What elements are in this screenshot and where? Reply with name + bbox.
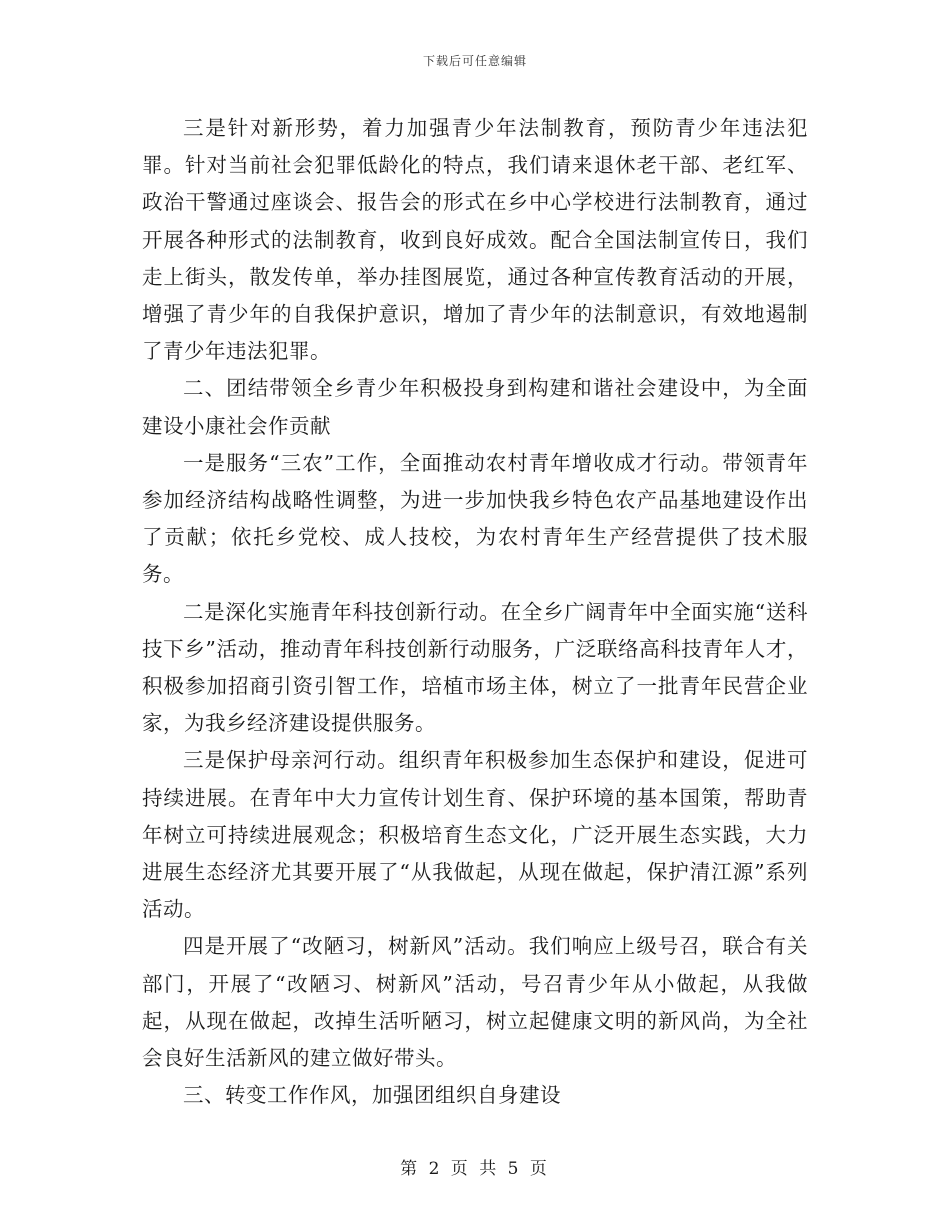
paragraph: 三是保护母亲河行动。组织青年积极参加生态保护和建设，促进可持续进展。在青年中大力宣传计划生育、保护环境的基本国策，帮助青年树立可持续进展观念；积极培育生态文化，广泛开展生态实践，大力进展生态经济尤其要开展了“从我做起，从现在做起，保护清江源”系列活动。 [142,748,808,922]
section-heading: 二、团结带领全乡青少年积极投身到构建和谐社会建设中，为全面建设小康社会作贡献 [142,376,808,438]
section-heading: 三、转变工作作风，加强团组织自身建设 [183,1083,561,1108]
page-number: 第 2 页 共 5 页 [400,1159,550,1179]
page-header: 下载后可任意编辑 [422,54,527,68]
paragraph: 二是深化实施青年科技创新行动。在全乡广阔青年中全面实施“送科技下乡”活动，推动青年科技创新行动服务，广泛联络高科技青年人才，积极参加招商引资引智工作，培植市场主体，树立了一批青年民营企业家，为我乡经济建设提供服务。 [142,599,808,736]
paragraph: 一是服务“三农”工作，全面推动农村青年增收成才行动。带领青年参加经济结构战略性调整，为进一步加快我乡特色农产品基地建设作出了贡献；依托乡党校、成人技校，为农村青年生产经营提供了技术服务。 [142,450,808,587]
paragraph: 四是开展了“改陋习，树新风”活动。我们响应上级号召，联合有关部门，开展了“改陋习、树新风”活动，号召青少年从小做起，从我做起，从现在做起，改掉生活听陋习，树立起健康文明的新风尚，为全社会良好生活新风的建立做好带头。 [142,934,808,1071]
document-body [142,110,808,1114]
paragraph: 三是针对新形势，着力加强青少年法制教育，预防青少年违法犯罪。针对当前社会犯罪低龄化的特点，我们请来退休老干部、老红军、政治干警通过座谈会、报告会的形式在乡中心学校进行法制教育，通过开展各种形式的法制教育，收到良好成效。配合全国法制宣传日，我们走上街头，散发传单，举办挂图展览，通过各种宣传教育活动的开展，增强了青少年的自我保护意识，增加了青少年的法制意识，有效地遏制了青少年违法犯罪。 [142,116,808,364]
